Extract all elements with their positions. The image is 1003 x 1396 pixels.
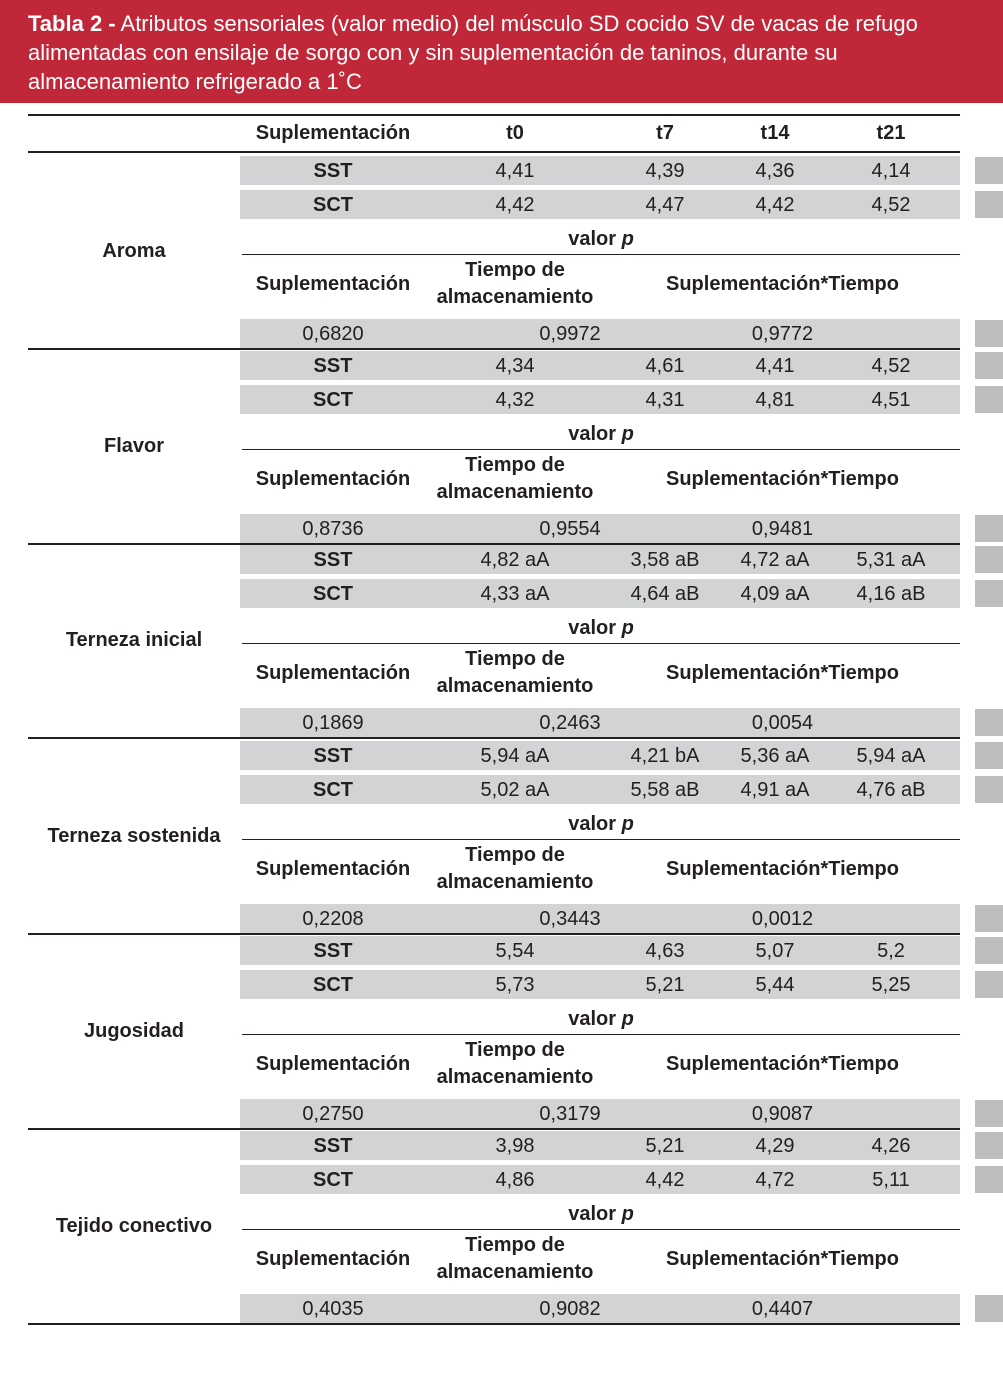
- p-tiempo: 0,9972: [539, 323, 601, 345]
- value-t0: 4,34: [495, 355, 535, 377]
- p-tiempo: 0,3179: [539, 1103, 601, 1125]
- side-tab: [975, 157, 1003, 184]
- p-interaccion: 0,0012: [751, 908, 814, 930]
- valor-p-label: [242, 809, 960, 839]
- value-t21: 4,16 aB: [856, 583, 926, 605]
- value-t7: 4,42: [645, 1169, 685, 1191]
- value-t7: 4,21 bA: [630, 745, 700, 767]
- p-interaccion: 0,4407: [751, 1298, 814, 1320]
- value-t21: 5,31 aA: [856, 549, 926, 571]
- value-t14: 4,09 aA: [740, 583, 810, 605]
- value-t7: 4,39: [645, 160, 685, 182]
- p-tiempo: 0,3443: [539, 908, 601, 930]
- value-t21: 4,51: [871, 389, 911, 411]
- p-header-tiempo: Tiempo de almacenamiento: [436, 259, 594, 308]
- p-header-interaccion: Suplementación*Tiempo: [665, 468, 899, 490]
- side-tab: [975, 1295, 1003, 1322]
- row-label: SCT: [313, 583, 353, 605]
- section-rule: [28, 933, 960, 935]
- value-t21: 4,26: [871, 1135, 911, 1157]
- value-t0: 4,42: [495, 194, 535, 216]
- p-suplementacion: 0,1869: [302, 712, 364, 734]
- p-header-tiempo: Tiempo de almacenamiento: [436, 454, 594, 503]
- header-suplementacion: Suplementación: [255, 122, 411, 144]
- value-t0: 3,98: [495, 1135, 535, 1157]
- p-suplementacion: 0,8736: [302, 518, 364, 540]
- value-t0: 4,41: [495, 160, 535, 182]
- value-t7: 4,61: [645, 355, 685, 377]
- pvalue-rule: [242, 643, 960, 644]
- p-interaccion: 0,0054: [751, 712, 814, 734]
- side-tab: [975, 709, 1003, 736]
- side-tab: [975, 1132, 1003, 1159]
- side-tab: [975, 386, 1003, 413]
- value-t14: 5,36 aA: [740, 745, 810, 767]
- attribute-name: Aroma: [102, 240, 166, 262]
- value-t14: 5,07: [755, 940, 795, 962]
- value-t0: 5,02 aA: [480, 779, 550, 801]
- p-header-interaccion: Suplementación*Tiempo: [665, 1248, 899, 1270]
- value-t14: 4,29: [755, 1135, 795, 1157]
- valor-text: valor: [568, 1203, 622, 1225]
- valor-text: valor: [568, 1008, 622, 1030]
- value-t21: 4,14: [871, 160, 911, 182]
- value-t0: 4,32: [495, 389, 535, 411]
- p-text: p: [621, 1008, 634, 1030]
- value-t21: 5,94 aA: [856, 745, 926, 767]
- side-tab: [975, 352, 1003, 379]
- table-title-banner: [0, 0, 1003, 103]
- value-t7: 4,63: [645, 940, 685, 962]
- p-suplementacion: 0,2750: [302, 1103, 364, 1125]
- section-rule: [28, 348, 960, 350]
- p-header-suplementacion: Suplementación: [255, 662, 411, 684]
- row-label: SCT: [313, 389, 353, 411]
- p-header-tiempo: Tiempo de almacenamiento: [436, 844, 594, 893]
- row-label: SCT: [313, 974, 353, 996]
- side-tab: [975, 191, 1003, 218]
- section-rule: [28, 737, 960, 739]
- row-label: SST: [313, 745, 353, 767]
- section-rule: [28, 1323, 960, 1325]
- value-t21: 5,2: [877, 940, 905, 962]
- value-t7: 4,47: [645, 194, 685, 216]
- pvalue-rule: [242, 839, 960, 840]
- side-tab: [975, 776, 1003, 803]
- p-text: p: [621, 423, 634, 445]
- value-t0: 4,86: [495, 1169, 535, 1191]
- row-label: SCT: [313, 779, 353, 801]
- p-suplementacion: 0,2208: [302, 908, 364, 930]
- row-label: SCT: [313, 194, 353, 216]
- pvalue-rule: [242, 254, 960, 255]
- header-rule: [28, 151, 960, 153]
- valor-text: valor: [568, 617, 622, 639]
- attribute-name: Terneza inicial: [65, 629, 203, 651]
- row-label: SCT: [313, 1169, 353, 1191]
- attribute-name: Tejido conectivo: [55, 1215, 213, 1237]
- row-label: SST: [313, 940, 353, 962]
- p-header-suplementacion: Suplementación: [255, 273, 411, 295]
- header-t14: t14: [760, 122, 790, 144]
- attribute-name: Flavor: [103, 435, 165, 457]
- side-tab: [975, 1100, 1003, 1127]
- value-t0: 4,82 aA: [480, 549, 550, 571]
- p-header-tiempo: Tiempo de almacenamiento: [436, 648, 594, 697]
- value-t14: 4,91 aA: [740, 779, 810, 801]
- row-label: SST: [313, 160, 353, 182]
- value-t14: 4,42: [755, 194, 795, 216]
- value-t0: 5,94 aA: [480, 745, 550, 767]
- side-tab: [975, 1166, 1003, 1193]
- p-interaccion: 0,9772: [751, 323, 814, 345]
- header-t21: t21: [876, 122, 906, 144]
- row-label: SST: [313, 1135, 353, 1157]
- p-header-suplementacion: Suplementación: [255, 858, 411, 880]
- value-t0: 5,54: [495, 940, 535, 962]
- value-t14: 4,41: [755, 355, 795, 377]
- value-t0: 5,73: [495, 974, 535, 996]
- side-tab: [975, 971, 1003, 998]
- value-t14: 4,36: [755, 160, 795, 182]
- side-tab: [975, 515, 1003, 542]
- value-t7: 5,21: [645, 974, 685, 996]
- p-suplementacion: 0,4035: [302, 1298, 364, 1320]
- value-t14: 4,72 aA: [740, 549, 810, 571]
- valor-p-label: [242, 613, 960, 643]
- valor-text: valor: [568, 423, 622, 445]
- side-tab: [975, 546, 1003, 573]
- p-header-interaccion: Suplementación*Tiempo: [665, 273, 899, 295]
- value-t7: 5,58 aB: [630, 779, 700, 801]
- p-header-interaccion: Suplementación*Tiempo: [665, 858, 899, 880]
- row-label: SST: [313, 355, 353, 377]
- valor-p-label: [242, 1199, 960, 1229]
- valor-text: valor: [568, 228, 622, 250]
- p-suplementacion: 0,6820: [302, 323, 364, 345]
- side-tab: [975, 320, 1003, 347]
- value-t21: 5,25: [871, 974, 911, 996]
- valor-p-label: [242, 224, 960, 254]
- table-number: Tabla 2 -: [28, 11, 116, 36]
- value-t0: 4,33 aA: [480, 583, 550, 605]
- value-t7: 4,64 aB: [630, 583, 700, 605]
- value-t7: 4,31: [645, 389, 685, 411]
- valor-p-label: [242, 1004, 960, 1034]
- value-t14: 4,81: [755, 389, 795, 411]
- p-interaccion: 0,9481: [751, 518, 814, 540]
- value-t21: 4,52: [871, 194, 911, 216]
- header-t0: t0: [506, 122, 524, 144]
- p-text: p: [621, 617, 634, 639]
- top-rule: [28, 114, 960, 116]
- p-interaccion: 0,9087: [751, 1103, 814, 1125]
- valor-p-label: [242, 419, 960, 449]
- value-t7: 3,58 aB: [630, 549, 700, 571]
- p-header-suplementacion: Suplementación: [255, 1248, 411, 1270]
- attribute-name: Jugosidad: [83, 1020, 184, 1042]
- side-tab: [975, 905, 1003, 932]
- value-t21: 5,11: [872, 1169, 910, 1191]
- value-t14: 4,72: [755, 1169, 795, 1191]
- p-text: p: [621, 228, 634, 250]
- p-header-interaccion: Suplementación*Tiempo: [665, 1053, 899, 1075]
- p-header-tiempo: Tiempo de almacenamiento: [436, 1234, 594, 1283]
- p-text: p: [621, 813, 634, 835]
- pvalue-rule: [242, 1229, 960, 1230]
- pvalue-rule: [242, 449, 960, 450]
- p-tiempo: 0,9082: [539, 1298, 601, 1320]
- p-text: p: [621, 1203, 634, 1225]
- attribute-name: Terneza sostenida: [47, 825, 221, 847]
- side-tab: [975, 937, 1003, 964]
- header-t7: t7: [656, 122, 674, 144]
- value-t7: 5,21: [645, 1135, 685, 1157]
- p-tiempo: 0,2463: [539, 712, 601, 734]
- table-caption: Atributos sensoriales (valor medio) del músculo SD cocido SV de vacas de refugo alimentadas con ensilaje de sorgo con y sin suplementación de taninos, durante su almacenamiento refrigerado a 1˚C: [28, 11, 918, 94]
- section-rule: [28, 1128, 960, 1130]
- p-tiempo: 0,9554: [539, 518, 601, 540]
- p-header-suplementacion: Suplementación: [255, 1053, 411, 1075]
- p-header-suplementacion: Suplementación: [255, 468, 411, 490]
- pvalue-rule: [242, 1034, 960, 1035]
- row-label: SST: [313, 549, 353, 571]
- value-t21: 4,52: [871, 355, 911, 377]
- p-header-tiempo: Tiempo de almacenamiento: [436, 1039, 594, 1088]
- side-tab: [975, 580, 1003, 607]
- value-t14: 5,44: [755, 974, 795, 996]
- side-tab: [975, 742, 1003, 769]
- p-header-interaccion: Suplementación*Tiempo: [665, 662, 899, 684]
- valor-text: valor: [568, 813, 622, 835]
- value-t21: 4,76 aB: [856, 779, 926, 801]
